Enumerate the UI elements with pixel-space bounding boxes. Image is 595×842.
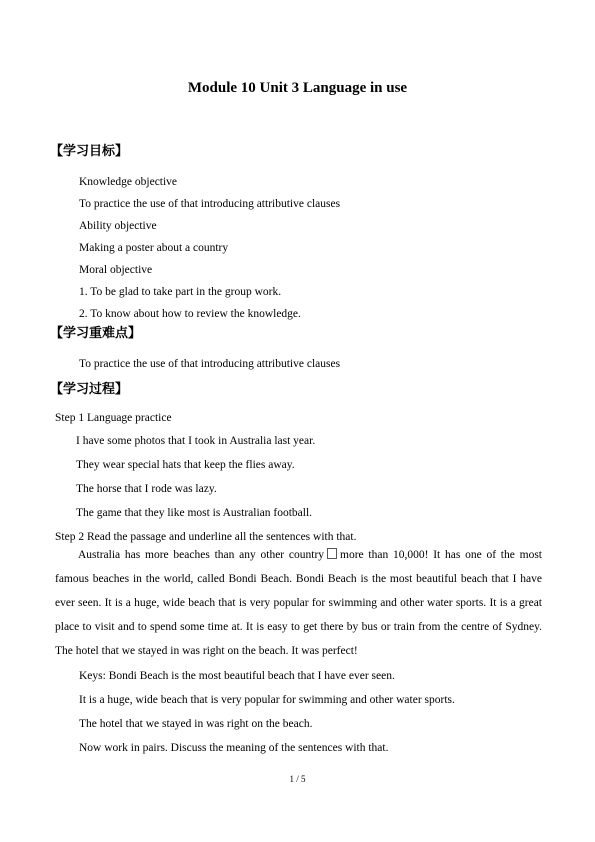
objective-line: Knowledge objective xyxy=(79,176,178,188)
key-line: Keys: Bondi Beach is the most beautiful beach that I have ever seen. xyxy=(79,670,395,682)
page-number: 1 / 5 xyxy=(289,774,306,784)
step2-passage xyxy=(55,543,542,663)
page-title: Module 10 Unit 3 Language in use xyxy=(187,80,408,96)
objective-line: Moral objective xyxy=(79,264,153,276)
passage-part1: Australia has more beaches than any other country xyxy=(78,549,325,561)
key-points-heading: 【学习重难点】 xyxy=(50,326,142,341)
objective-line: 2. To know about how to review the knowledge. xyxy=(79,308,301,320)
step1-sentence: I have some photos that I took in Australia last year. xyxy=(76,435,316,447)
process-heading: 【学习过程】 xyxy=(50,382,129,397)
objective-line: 1. To be glad to take part in the group work. xyxy=(79,286,282,298)
step1-sentence: The game that they like most is Australian football. xyxy=(76,507,313,519)
key-line: It is a huge, wide beach that is very popular for swimming and other water sports. xyxy=(79,694,455,706)
objective-line: Making a poster about a country xyxy=(79,242,229,254)
key-point-line: To practice the use of that introducing attributive clauses xyxy=(79,358,341,370)
step1-sentence: The horse that I rode was lazy. xyxy=(76,483,217,495)
passage-part2: more than 10,000! It has one of the most famous beaches in the world, called Bondi Beach. Bondi Beach is the most beautiful beach that I have ever seen. It is a huge, wide beach that is very popular for swimming and other water sports. It is a great place to visit and to spend some time at. It is easy to get there by bus or train from the centre of Sydney. The hotel that we stayed in was right on the beach. It was perfect! xyxy=(55,549,542,657)
step2-title: Step 2 Read the passage and underline all the sentences with that. xyxy=(55,531,357,543)
objective-line: Ability objective xyxy=(79,220,157,232)
key-line: The hotel that we stayed in was right on the beach. xyxy=(79,718,313,730)
step1-sentence: They wear special hats that keep the flies away. xyxy=(76,459,295,471)
missing-glyph-icon xyxy=(327,548,337,559)
step1-title: Step 1 Language practice xyxy=(55,412,172,424)
objective-line: To practice the use of that introducing attributive clauses xyxy=(79,198,341,210)
key-line: Now work in pairs. Discuss the meaning of the sentences with that. xyxy=(79,742,389,754)
objectives-heading: 【学习目标】 xyxy=(50,144,129,159)
